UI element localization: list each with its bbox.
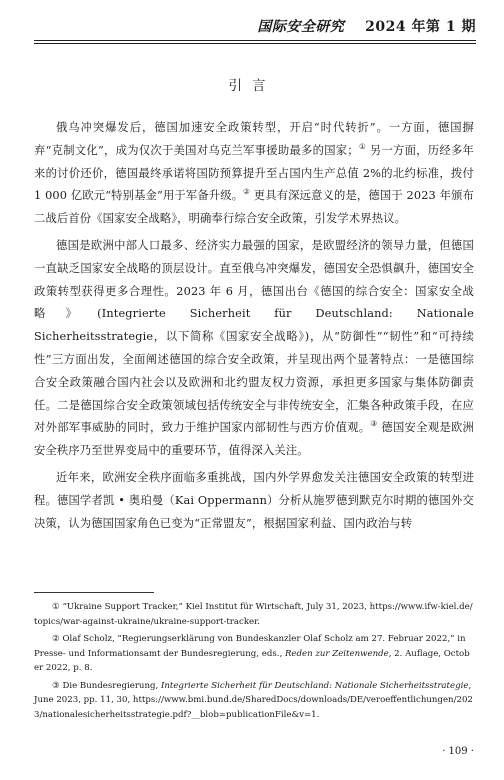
footnote-title: Reden zur Zeitenwende xyxy=(284,648,389,659)
paragraph-text: 另一方面，历经多年来的讨价还价，德国最终承诺将国防预算提升至占国内生产总值 2%的北约标准，拨付 1 000 亿欧元“特别基金”用于军备升级。 xyxy=(34,143,475,203)
paragraph-3 xyxy=(34,467,474,535)
footnote-marker: ② xyxy=(52,634,60,644)
footnote-text: Olaf Scholz, “Regierungserklärung von Bundeskanzler Olaf Scholz am 27. Februar 2022,” in Presse- und Informationsamt der Bundesregierung, eds., xyxy=(34,634,466,659)
footnote-marker: ① xyxy=(52,602,60,612)
paragraph-text: 德国安全观是欧洲安全秩序乃至世界变局中的重要环节，值得深入关注。 xyxy=(34,421,474,458)
footnote-3 xyxy=(34,679,474,723)
paragraph-text: 俄乌冲突爆发后，德国加速安全政策转型，开启“时代转折”。一方面，德国摒弃“克制文化”，成为仅次于美国对乌克兰军事援助最多的国家； xyxy=(34,121,474,157)
header-rule xyxy=(34,40,476,41)
section-title: 引言 xyxy=(228,78,276,94)
footnote-text: , 2. Auflage, October 2022, p. 8. xyxy=(34,648,470,673)
journal-header xyxy=(257,16,476,36)
footnote-text: Die Bundesregierung, xyxy=(62,680,161,691)
footnote-title: Integrierte Sicherheit für Deutschland: Nationale Sicherheitsstrategie xyxy=(160,680,469,691)
issue-label: 2024 年第 1 期 xyxy=(365,19,476,35)
header-rule-thin xyxy=(34,43,476,44)
footnote-ref-3[interactable]: ③ xyxy=(370,419,378,429)
footnote-text: “Ukraine Support Tracker,” Kiel Institut für Wirtschaft, July 31, 2023, https://www.ifw-kiel.de/topics/war-against-ukraine/ukraine-support-tracker. xyxy=(34,602,473,627)
footnote-1 xyxy=(34,600,474,629)
body-text xyxy=(34,117,474,535)
journal-name: 国际安全研究 xyxy=(257,19,345,35)
paragraph-text: 近年来，欧洲安全秩序面临多重挑战，国内外学界愈发关注德国安全政策的转型进程。德国学者凯 • 奥珀曼（Kai Oppermann）分析从施罗德到默克尔时期的德国外交决策，认为德国国家角色已变为“正常盟友”，根据国家利益、国内政治与转 xyxy=(34,470,474,530)
paragraph-2 xyxy=(34,235,474,463)
running-header xyxy=(34,16,476,36)
paragraph-text: 更具有深远意义的是，德国于 2023 年颁布二战后首份《国家安全战略》，明确奉行综合安全政策，引发学术界热议。 xyxy=(34,189,474,226)
footnote-ref-1[interactable]: ① xyxy=(358,142,366,152)
footnote-2 xyxy=(34,632,474,676)
footnote-text: , June 2023, pp. 11, 30, https://www.bmi.bund.de/SharedDocs/downloads/DE/veroeffentlichungen/2023/nationalesicherheitsstrategie.pdf?__blob=publicationFile&v=1. xyxy=(34,680,473,720)
footnote-marker: ③ xyxy=(52,680,60,691)
footnote-ref-2[interactable]: ② xyxy=(243,187,251,197)
paragraph-1 xyxy=(34,117,474,231)
footnotes xyxy=(34,600,474,725)
footnote-separator xyxy=(34,592,154,593)
page-number: · 109 · xyxy=(442,746,474,757)
paragraph-text: 德国是欧洲中部人口最多、经济实力最强的国家，是欧盟经济的领导力量，但德国一直缺乏国家安全战略的顶层设计。直至俄乌冲突爆发，德国安全恐惧飙升，德国安全政策转型获得更多合理性。2023 年 6 月，德国出台《德国的综合安全：国家安全战略》(Integrierte Sicherheit für Deutschland: Nationale Sicherheitsstrategie，以下简称《国家安全战略》)，从“防御性”“韧性”和“可持续性”三方面出发，全面阐述德国的综合安全政策，并呈现出两个显著特点：一是德国综合安全政策融合国内社会以及欧洲和北约盟友权力资源，承担更多国家与集体防御责任。二是德国综合安全政策领域包括传统安全与非传统安全，汇集各种政策手段，在应对外部军事威胁的同时，致力于维护国家内部韧性与西方价值观。 xyxy=(34,238,474,435)
